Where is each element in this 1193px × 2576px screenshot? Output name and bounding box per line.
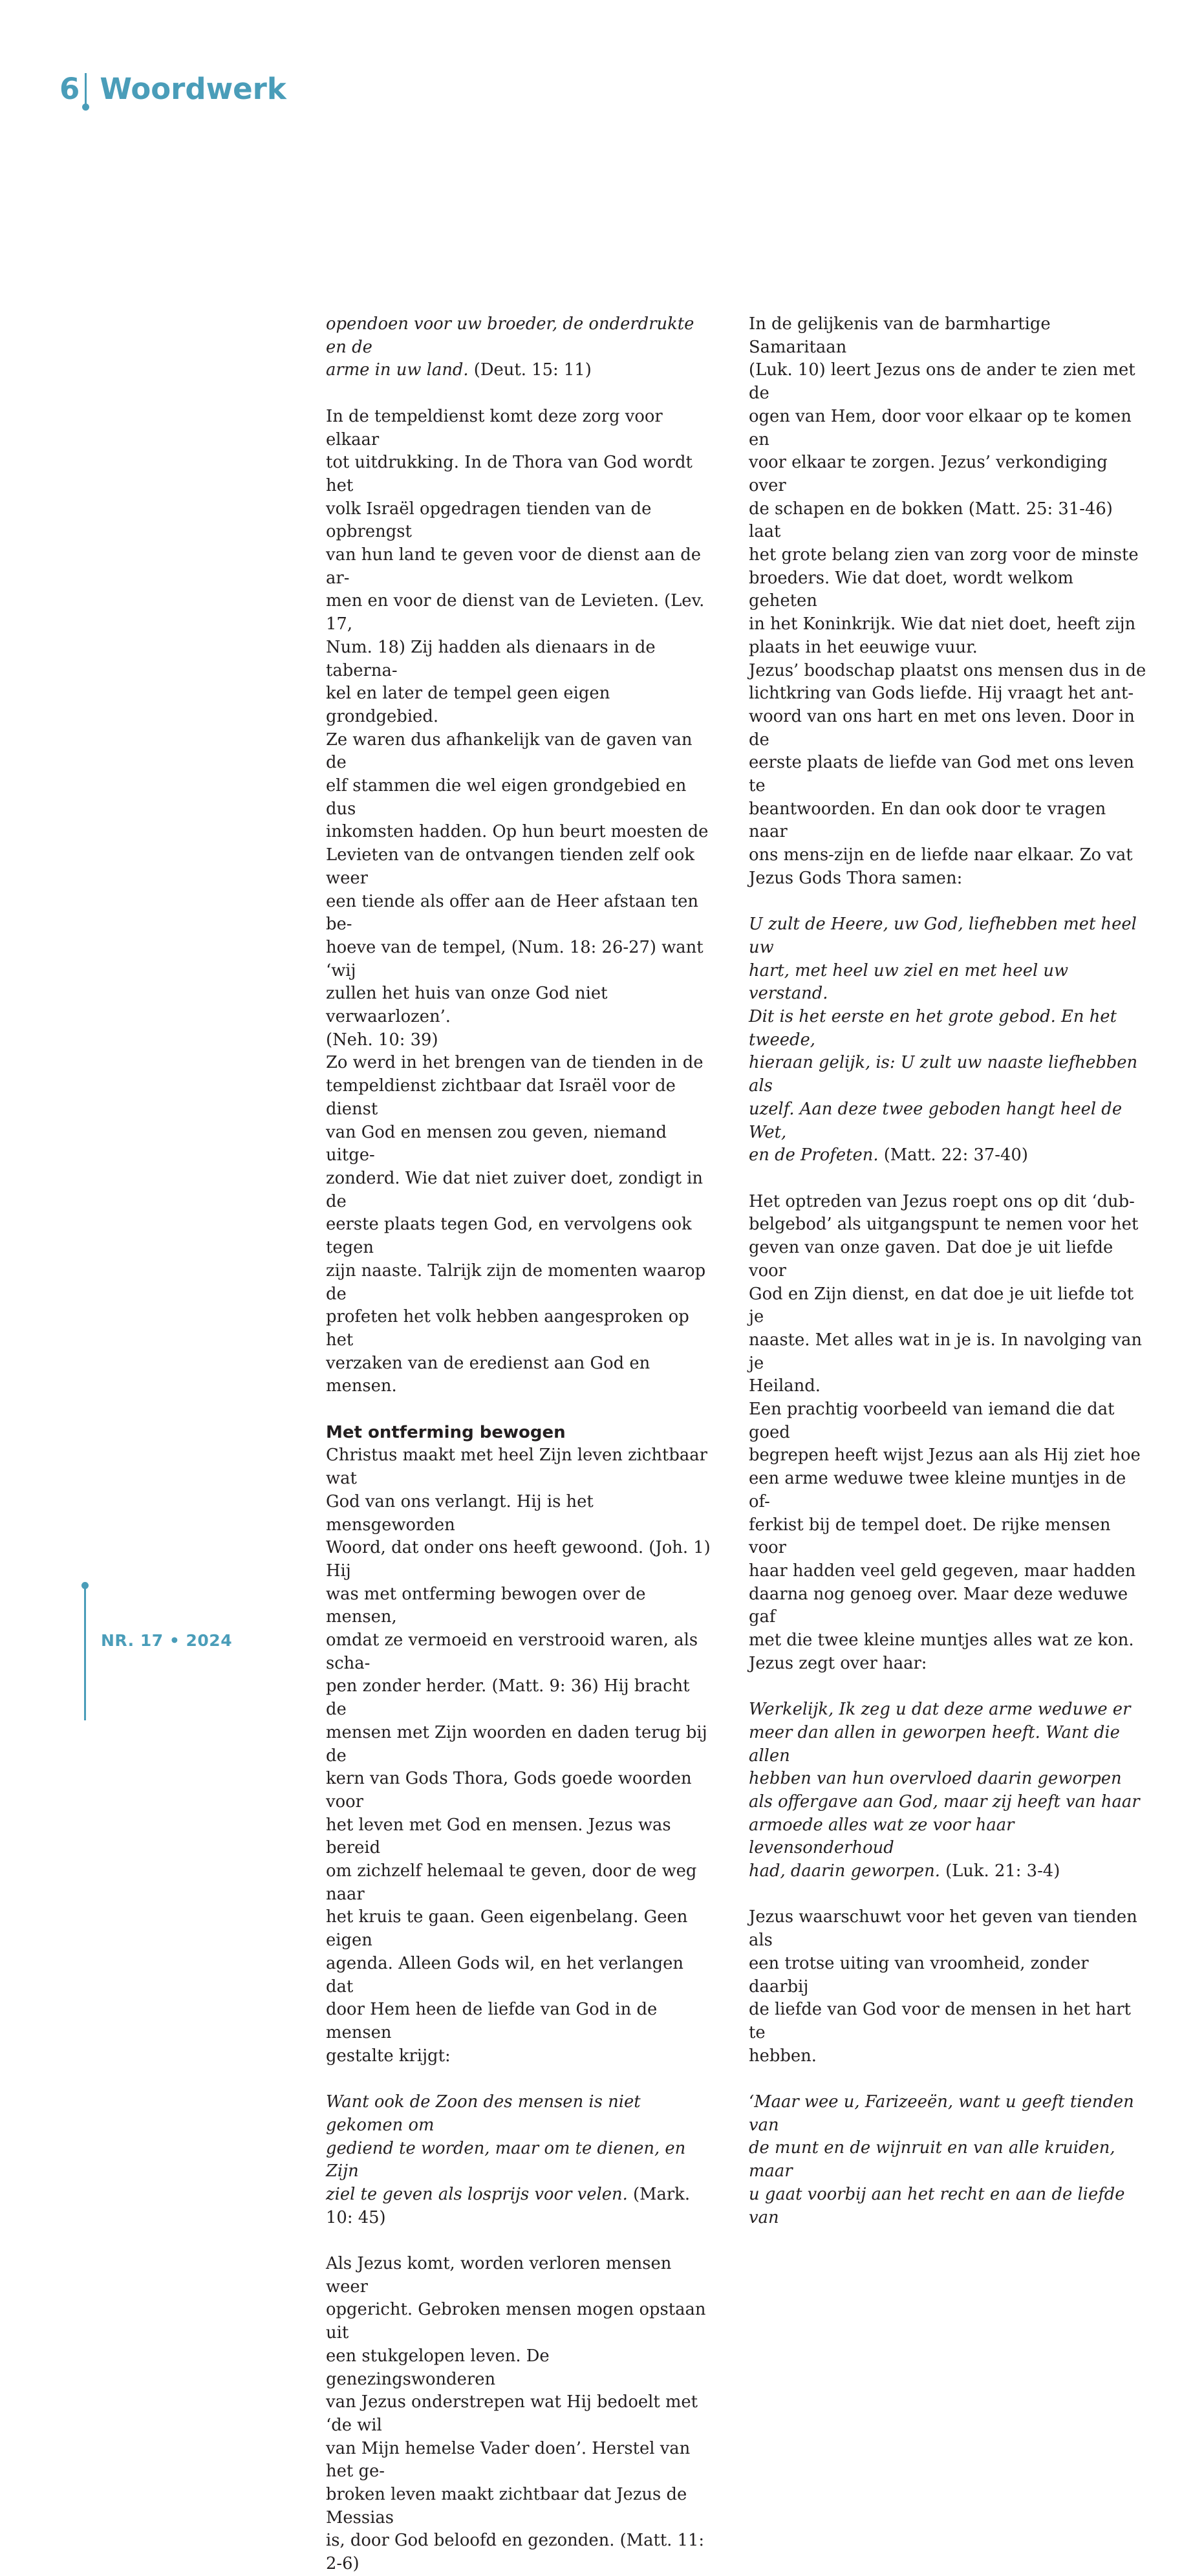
- right-quote-farizeeen: ‘Maar wee u, Farizeeën, want u geeft tienden van de munt en de wijnruit en van alle kruiden, maar u gaat voorbij aan het recht en aan de liefde van: [749, 2092, 1134, 2227]
- page-header: [59, 70, 286, 109]
- section-heading: Met ontferming bewogen: [326, 1422, 566, 1442]
- right-quote-matt: [749, 913, 1146, 1167]
- right-quote-luk-text: Werkelijk, Ik zeg u dat deze arme weduwe er meer dan allen in geworpen heeft. Want die allen hebben van hun overvloed daarin geworpen als offergave aan God, maar zij heeft van haar armoede alles wat ze voor haar levensonderhoud had, daarin geworpen.: [749, 1700, 1140, 1881]
- right-paragraph-2: Jezus’ boodschap plaatst ons mensen dus in de lichtkring van Gods liefde. Hij vraagt het ant- woord van ons hart en met ons leven. Door in de eerste plaats de liefde van God met ons leven te beantwoorden. En dan ook door te vragen naar ons mens-zijn en de liefde naar elkaar. Zo vat Jezus Gods Thora samen:: [749, 660, 1146, 888]
- page-number: 6: [59, 72, 80, 106]
- right-paragraph-5: Jezus waarschuwt voor het geven van tienden als een trotse uiting van vroomheid, zonder daarbij de liefde van God voor de mensen in het hart te hebben.: [749, 1907, 1137, 2066]
- right-quote-luk-ref: (Luk. 21: 3-4): [940, 1861, 1060, 1881]
- left-paragraph-3: Zo werd in het brengen van de tienden in de tempeldienst zichtbaar dat Israël voor de dienst van God en mensen zou geven, niemand uitge- zonderd. Wie dat niet zuiver doet, zondigt in de eerste plaats tegen God, en vervolgens ook tegen zijn naaste. Talrijk zijn de momenten waarop de profeten het volk hebben aangesproken op het verzaken van de eredienst aan God en mensen.: [326, 1053, 706, 1396]
- section-title: Woordwerk: [100, 72, 286, 106]
- footer-rule: [84, 1586, 86, 1720]
- left-quote-deut: opendoen voor uw broeder, de onderdrukte en de arme in uw land.: [326, 314, 694, 380]
- right-quote-matt-ref: (Matt. 22: 37-40): [878, 1145, 1028, 1165]
- right-quote-matt-text: U zult de Heere, uw God, liefhebben met heel uw hart, met heel uw ziel en met heel uw verstand. Dit is het eerste en het grote gebod. En het tweede, hieraan gelijk, is: U zult uw naaste liefhebben als uzelf. Aan deze twee geboden hangt heel de Wet, en de Profeten.: [749, 915, 1138, 1165]
- issue-label: NR. 17 • 2024: [101, 1631, 233, 1650]
- left-paragraph-1: [326, 313, 714, 382]
- right-paragraph-3: Het optreden van Jezus roept ons op dit ‘dub- belgebod’ als uitgangspunt te nemen voor het geven van onze gaven. Dat doe je uit liefde voor God en Zijn dienst, en dat doe je uit liefde tot je naaste. Met alles wat in je is. In navolging van je Heiland.: [749, 1191, 1142, 1396]
- right-quote-luk: [749, 1698, 1146, 1883]
- left-quote-mark: [326, 2091, 714, 2229]
- left-quote-mark-ref: (Mark. 10: 45): [326, 2184, 691, 2227]
- left-quote-deut-ref: (Deut. 15: 11): [468, 360, 592, 380]
- left-column: [326, 313, 714, 2576]
- left-quote-mark-text: Want ook de Zoon des mensen is niet gekomen om gediend te worden, maar om te dienen, en Zijn ziel te geven als losprijs voor velen.: [326, 2092, 686, 2204]
- header-divider: [85, 73, 87, 105]
- right-paragraph-1: In de gelijkenis van de barmhartige Samaritaan (Luk. 10) leert Jezus ons de ander te zien met de ogen van Hem, door voor elkaar op te komen en voor elkaar te zorgen. Jezus’ verkondiging over de schapen en de bokken (Matt. 25: 31-46) laat het grote belang zien van zorg voor de minste broeders. Wie dat doet, wordt welkom geheten in het Koninkrijk. Wie dat niet doet, heeft zijn plaats in het eeuwige vuur.: [749, 314, 1139, 657]
- left-paragraph-5: Als Jezus komt, worden verloren mensen weer opgericht. Gebroken mensen mogen opstaan uit een stukgelopen leven. De genezingswonderen van Jezus onderstrepen wat Hij bedoelt met ‘de wil van Mijn hemelse Vader doen’. Herstel van het ge- broken leven maakt zichtbaar dat Jezus de Messias is, door God beloofd en gezonden. (Matt. 11: 2-6): [326, 2254, 706, 2574]
- left-paragraph-4: Christus maakt met heel Zijn leven zichtbaar wat God van ons verlangt. Hij is het mensgeworden Woord, dat onder ons heeft gewoond. (Joh. 1) Hij was met ontferming bewogen over de mensen, omdat ze vermoeid en verstrooid waren, als scha- pen zonder herder. (Matt. 9: 36) Hij bracht de mensen met Zijn woorden en daden terug bij de kern van Gods Thora, Gods goede woorden voor het leven met God en mensen. Jezus was bereid om zichzelf helemaal te geven, door de weg naar het kruis te gaan. Geen eigenbelang. Geen eigen agenda. Alleen Gods wil, en het verlangen dat door Hem heen de liefde van God in de mensen gestalte krijgt:: [326, 1445, 711, 2066]
- right-paragraph-4: Een prachtig voorbeeld van iemand die dat goed begrepen heeft wijst Jezus aan als Hij ziet hoe een arme weduwe twee kleine muntjes in de of- ferkist bij de tempel doet. De rijke mensen voor haar hadden veel geld gegeven, maar hadden daarna nog genoeg over. Maar deze weduwe gaf met die twee kleine muntjes alles wat ze kon. Jezus zegt over haar:: [749, 1400, 1141, 1673]
- left-paragraph-2: In de tempeldienst komt deze zorg voor elkaar tot uitdrukking. In de Thora van God wordt het volk Israël opgedragen tienden van de opbrengst van hun land te geven voor de dienst aan de ar- men en voor de dienst van de Levieten. (Lev. 17, Num. 18) Zij hadden als dienaars in de taberna- kel en later de tempel geen eigen grondgebied. Ze waren dus afhankelijk van de gaven van de elf stammen die wel eigen grondgebied en dus inkomsten hadden. Op hun beurt moesten de Levieten van de ontvangen tienden zelf ook weer een tiende als offer aan de Heer afstaan ten be- hoeve van de tempel, (Num. 18: 26-27) want ‘wij zullen het huis van onze God niet verwaarlozen’. (Neh. 10: 39): [326, 406, 709, 1050]
- right-column: [749, 313, 1146, 2229]
